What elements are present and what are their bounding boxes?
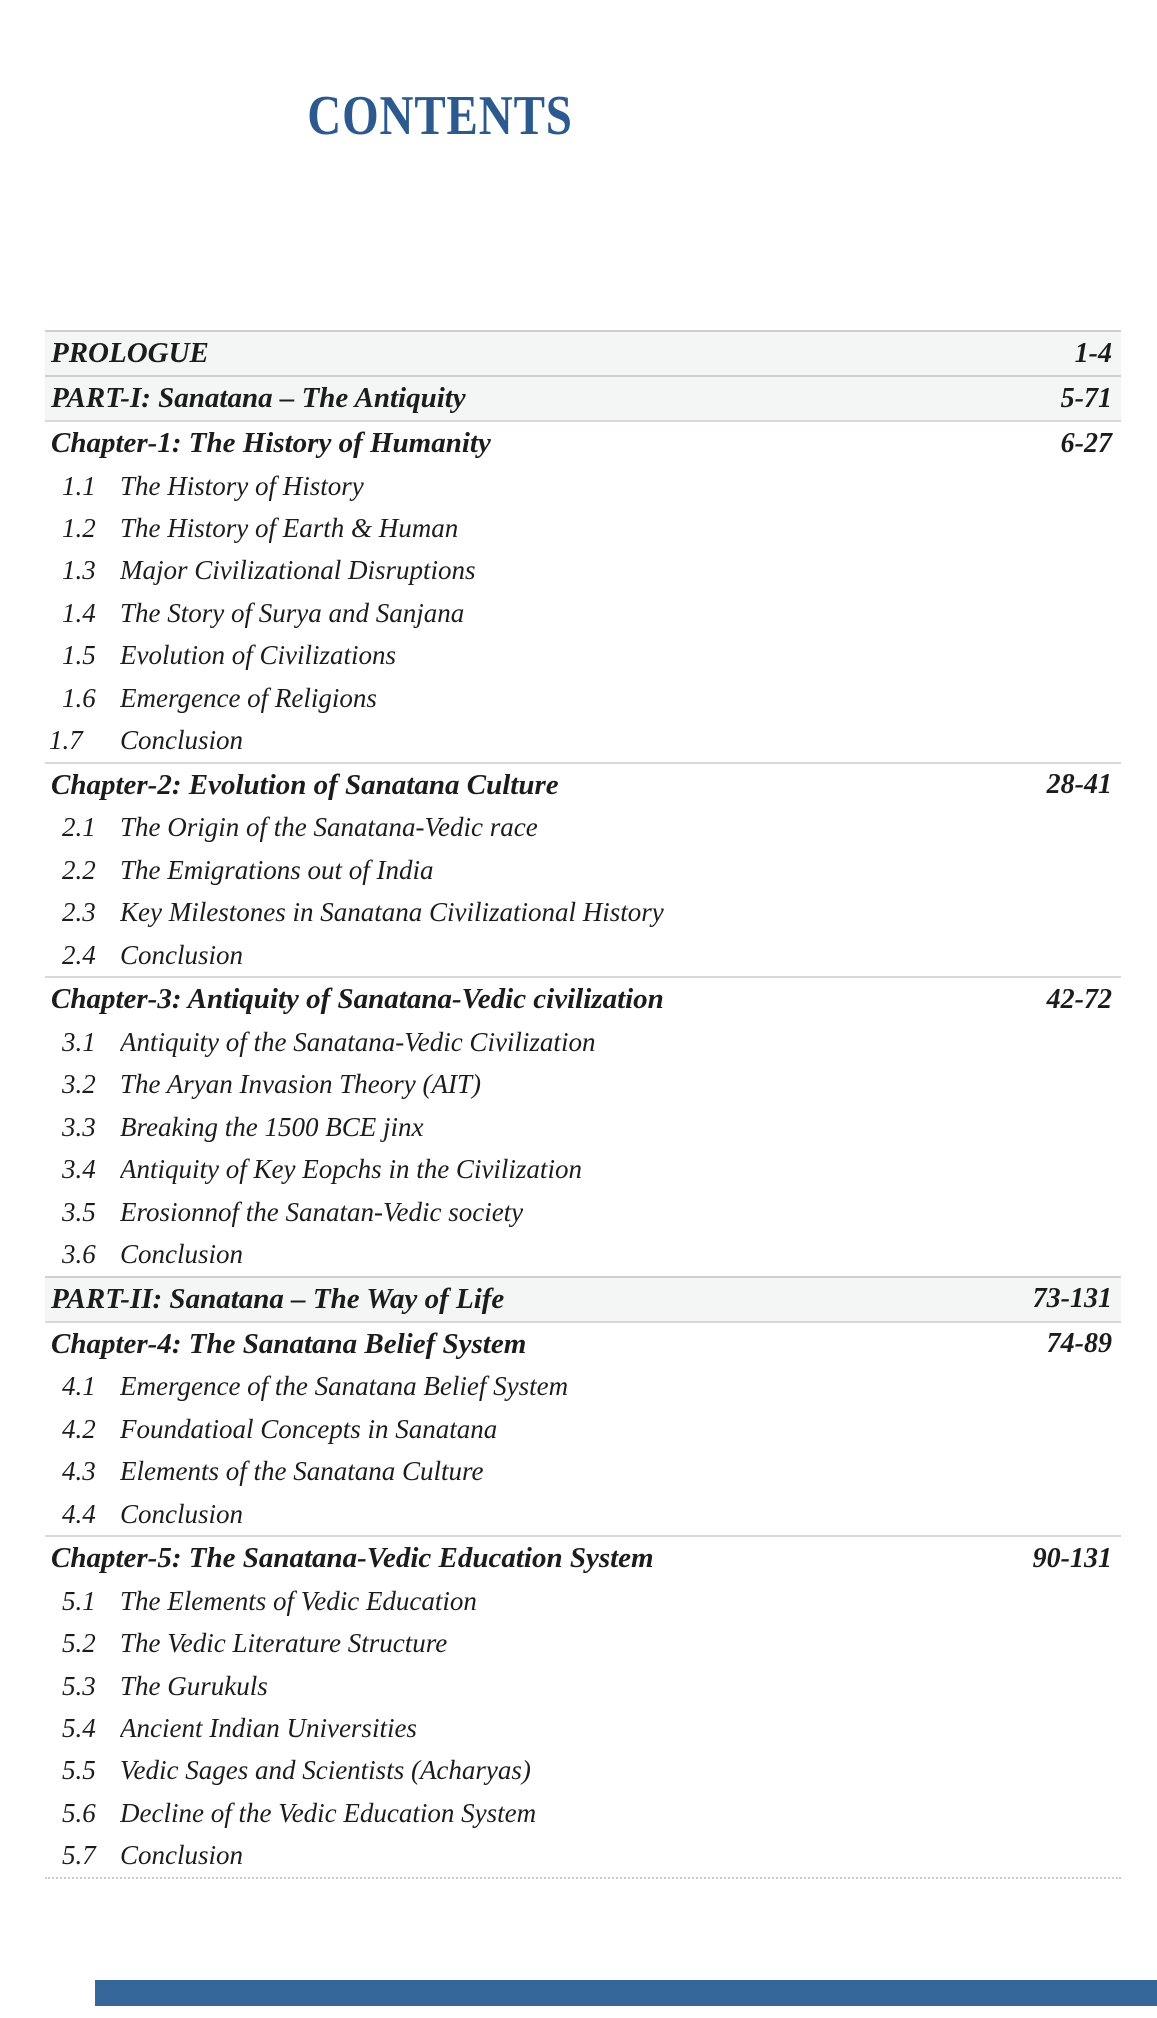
toc-item-row (45, 465, 1121, 507)
toc-item-row (45, 1408, 1121, 1450)
item-title: The Vedic Literature Structure (120, 1628, 448, 1659)
item-title: Decline of the Vedic Education System (120, 1797, 537, 1828)
item-number: 5.5 (62, 1755, 96, 1786)
item-title: Antiquity of the Sanatana-Vedic Civilization (120, 1026, 596, 1057)
item-number: 5.1 (62, 1585, 96, 1616)
item-number: 2.1 (62, 812, 96, 843)
toc-item-row (45, 934, 1121, 976)
row-pages: 42-72 (1046, 983, 1112, 1015)
item-number: 3.6 (62, 1238, 96, 1269)
item-number: 3.2 (62, 1069, 96, 1100)
row-pages: 1-4 (1074, 337, 1112, 369)
item-number: 1.4 (62, 597, 96, 628)
item-title: Antiquity of Key Eopchs in the Civilization (120, 1154, 582, 1185)
item-number: 1.7 (49, 725, 83, 756)
item-number: 3.5 (62, 1196, 96, 1227)
item-number: 1.2 (62, 513, 96, 544)
item-number: 5.6 (62, 1797, 96, 1828)
item-title: The History of History (120, 470, 364, 501)
row-label: PART-II: Sanatana – The Way of Life (51, 1282, 505, 1315)
toc-item-row (45, 807, 1121, 849)
toc-section-row (45, 375, 1121, 420)
row-pages: 6-27 (1060, 427, 1112, 459)
item-number: 4.2 (62, 1413, 96, 1444)
row-label: Chapter-5: The Sanatana-Vedic Education System (51, 1542, 654, 1575)
toc-item-row (45, 1191, 1121, 1233)
toc-chapter-row (45, 1321, 1121, 1366)
toc-item-row (45, 592, 1121, 634)
toc-item-row (45, 1792, 1121, 1834)
toc-item-row (45, 849, 1121, 891)
toc-table (45, 330, 1121, 1879)
item-number: 5.4 (62, 1713, 96, 1744)
toc-section-row (45, 330, 1121, 375)
item-title: The Story of Surya and Sanjana (120, 597, 465, 628)
item-number: 4.4 (62, 1498, 96, 1529)
toc-item-row (45, 1580, 1121, 1622)
row-label: Chapter-3: Antiquity of Sanatana-Vedic civilization (51, 983, 664, 1016)
item-title: Breaking the 1500 BCE jinx (120, 1111, 424, 1142)
toc-item-row (45, 1493, 1121, 1535)
item-title: Major Civilizational Disruptions (120, 555, 476, 586)
item-number: 3.3 (62, 1111, 96, 1142)
row-label: Chapter-1: The History of Humanity (51, 427, 491, 459)
item-title: Elements of the Sanatana Culture (120, 1456, 484, 1487)
row-pages: 90-131 (1032, 1542, 1112, 1574)
toc-chapter-row (45, 762, 1121, 807)
item-number: 1.5 (62, 640, 96, 671)
toc-item-row (45, 1148, 1121, 1190)
item-title: Emergence of the Sanatana Belief System (120, 1371, 569, 1402)
item-title: Emergence of Religions (120, 682, 377, 713)
row-label: Chapter-2: Evolution of Sanatana Culture (51, 768, 559, 801)
toc-item-row (45, 1665, 1121, 1707)
item-title: Erosionnof the Sanatan-Vedic society (120, 1196, 524, 1227)
toc-chapter-row (45, 420, 1121, 465)
page-title: CONTENTS (307, 85, 573, 147)
toc-item-row (45, 677, 1121, 719)
footer-bar (95, 1980, 1157, 2006)
toc-item-row (45, 1750, 1121, 1792)
item-number: 1.1 (62, 470, 96, 501)
item-number: 4.1 (62, 1371, 96, 1402)
row-pages: 73-131 (1032, 1283, 1112, 1315)
toc-chapter-row (45, 976, 1121, 1021)
item-title: The History of Earth & Human (120, 513, 459, 544)
item-number: 5.2 (62, 1628, 96, 1659)
item-number: 5.7 (62, 1840, 96, 1871)
toc-chapter-row (45, 1535, 1121, 1580)
toc-item-row (45, 1835, 1121, 1877)
toc-item-row (45, 1623, 1121, 1665)
item-title: Conclusion (120, 1498, 244, 1529)
toc-item-row (45, 1064, 1121, 1106)
item-title: Ancient Indian Universities (120, 1713, 417, 1744)
item-number: 1.3 (62, 555, 96, 586)
item-title: The Aryan Invasion Theory (AIT) (120, 1069, 481, 1100)
item-number: 3.4 (62, 1154, 96, 1185)
toc-section-row (45, 1276, 1121, 1321)
item-title: Foundatioal Concepts in Sanatana (120, 1413, 498, 1444)
item-title: Conclusion (120, 1238, 244, 1269)
item-title: The Origin of the Sanatana-Vedic race (120, 812, 538, 843)
toc-item-row (45, 635, 1121, 677)
toc-item-row (45, 507, 1121, 549)
toc-item-row (45, 550, 1121, 592)
item-title: Evolution of Civilizations (120, 640, 396, 671)
item-title: Vedic Sages and Scientists (Acharyas) (120, 1755, 531, 1786)
row-pages: 74-89 (1046, 1328, 1112, 1360)
item-number: 4.3 (62, 1456, 96, 1487)
item-title: The Gurukuls (120, 1670, 268, 1701)
row-pages: 28-41 (1046, 769, 1112, 801)
item-number: 2.2 (62, 854, 96, 885)
item-title: Conclusion (120, 939, 244, 970)
item-number: 2.3 (62, 897, 96, 928)
toc-item-row (45, 1707, 1121, 1749)
toc-item-row (45, 1106, 1121, 1148)
item-number: 1.6 (62, 682, 96, 713)
item-number: 2.4 (62, 939, 96, 970)
item-title: Key Milestones in Sanatana Civilizational History (120, 897, 664, 928)
row-label: PROLOGUE (51, 337, 209, 369)
item-number: 3.1 (62, 1026, 96, 1057)
toc-item-row (45, 892, 1121, 934)
item-title: Conclusion (120, 1840, 244, 1871)
toc-item-row (45, 1450, 1121, 1492)
toc-item-row (45, 719, 1121, 761)
item-title: The Elements of Vedic Education (120, 1585, 477, 1616)
toc-item-row (45, 1233, 1121, 1275)
item-title: The Emigrations out of India (120, 854, 434, 885)
item-number: 5.3 (62, 1670, 96, 1701)
row-pages: 5-71 (1060, 382, 1112, 414)
row-label: Chapter-4: The Sanatana Belief System (51, 1327, 527, 1360)
row-label: PART-I: Sanatana – The Antiquity (51, 382, 466, 414)
toc-item-row (45, 1366, 1121, 1408)
item-title: Conclusion (120, 725, 244, 756)
toc-item-row (45, 1021, 1121, 1063)
